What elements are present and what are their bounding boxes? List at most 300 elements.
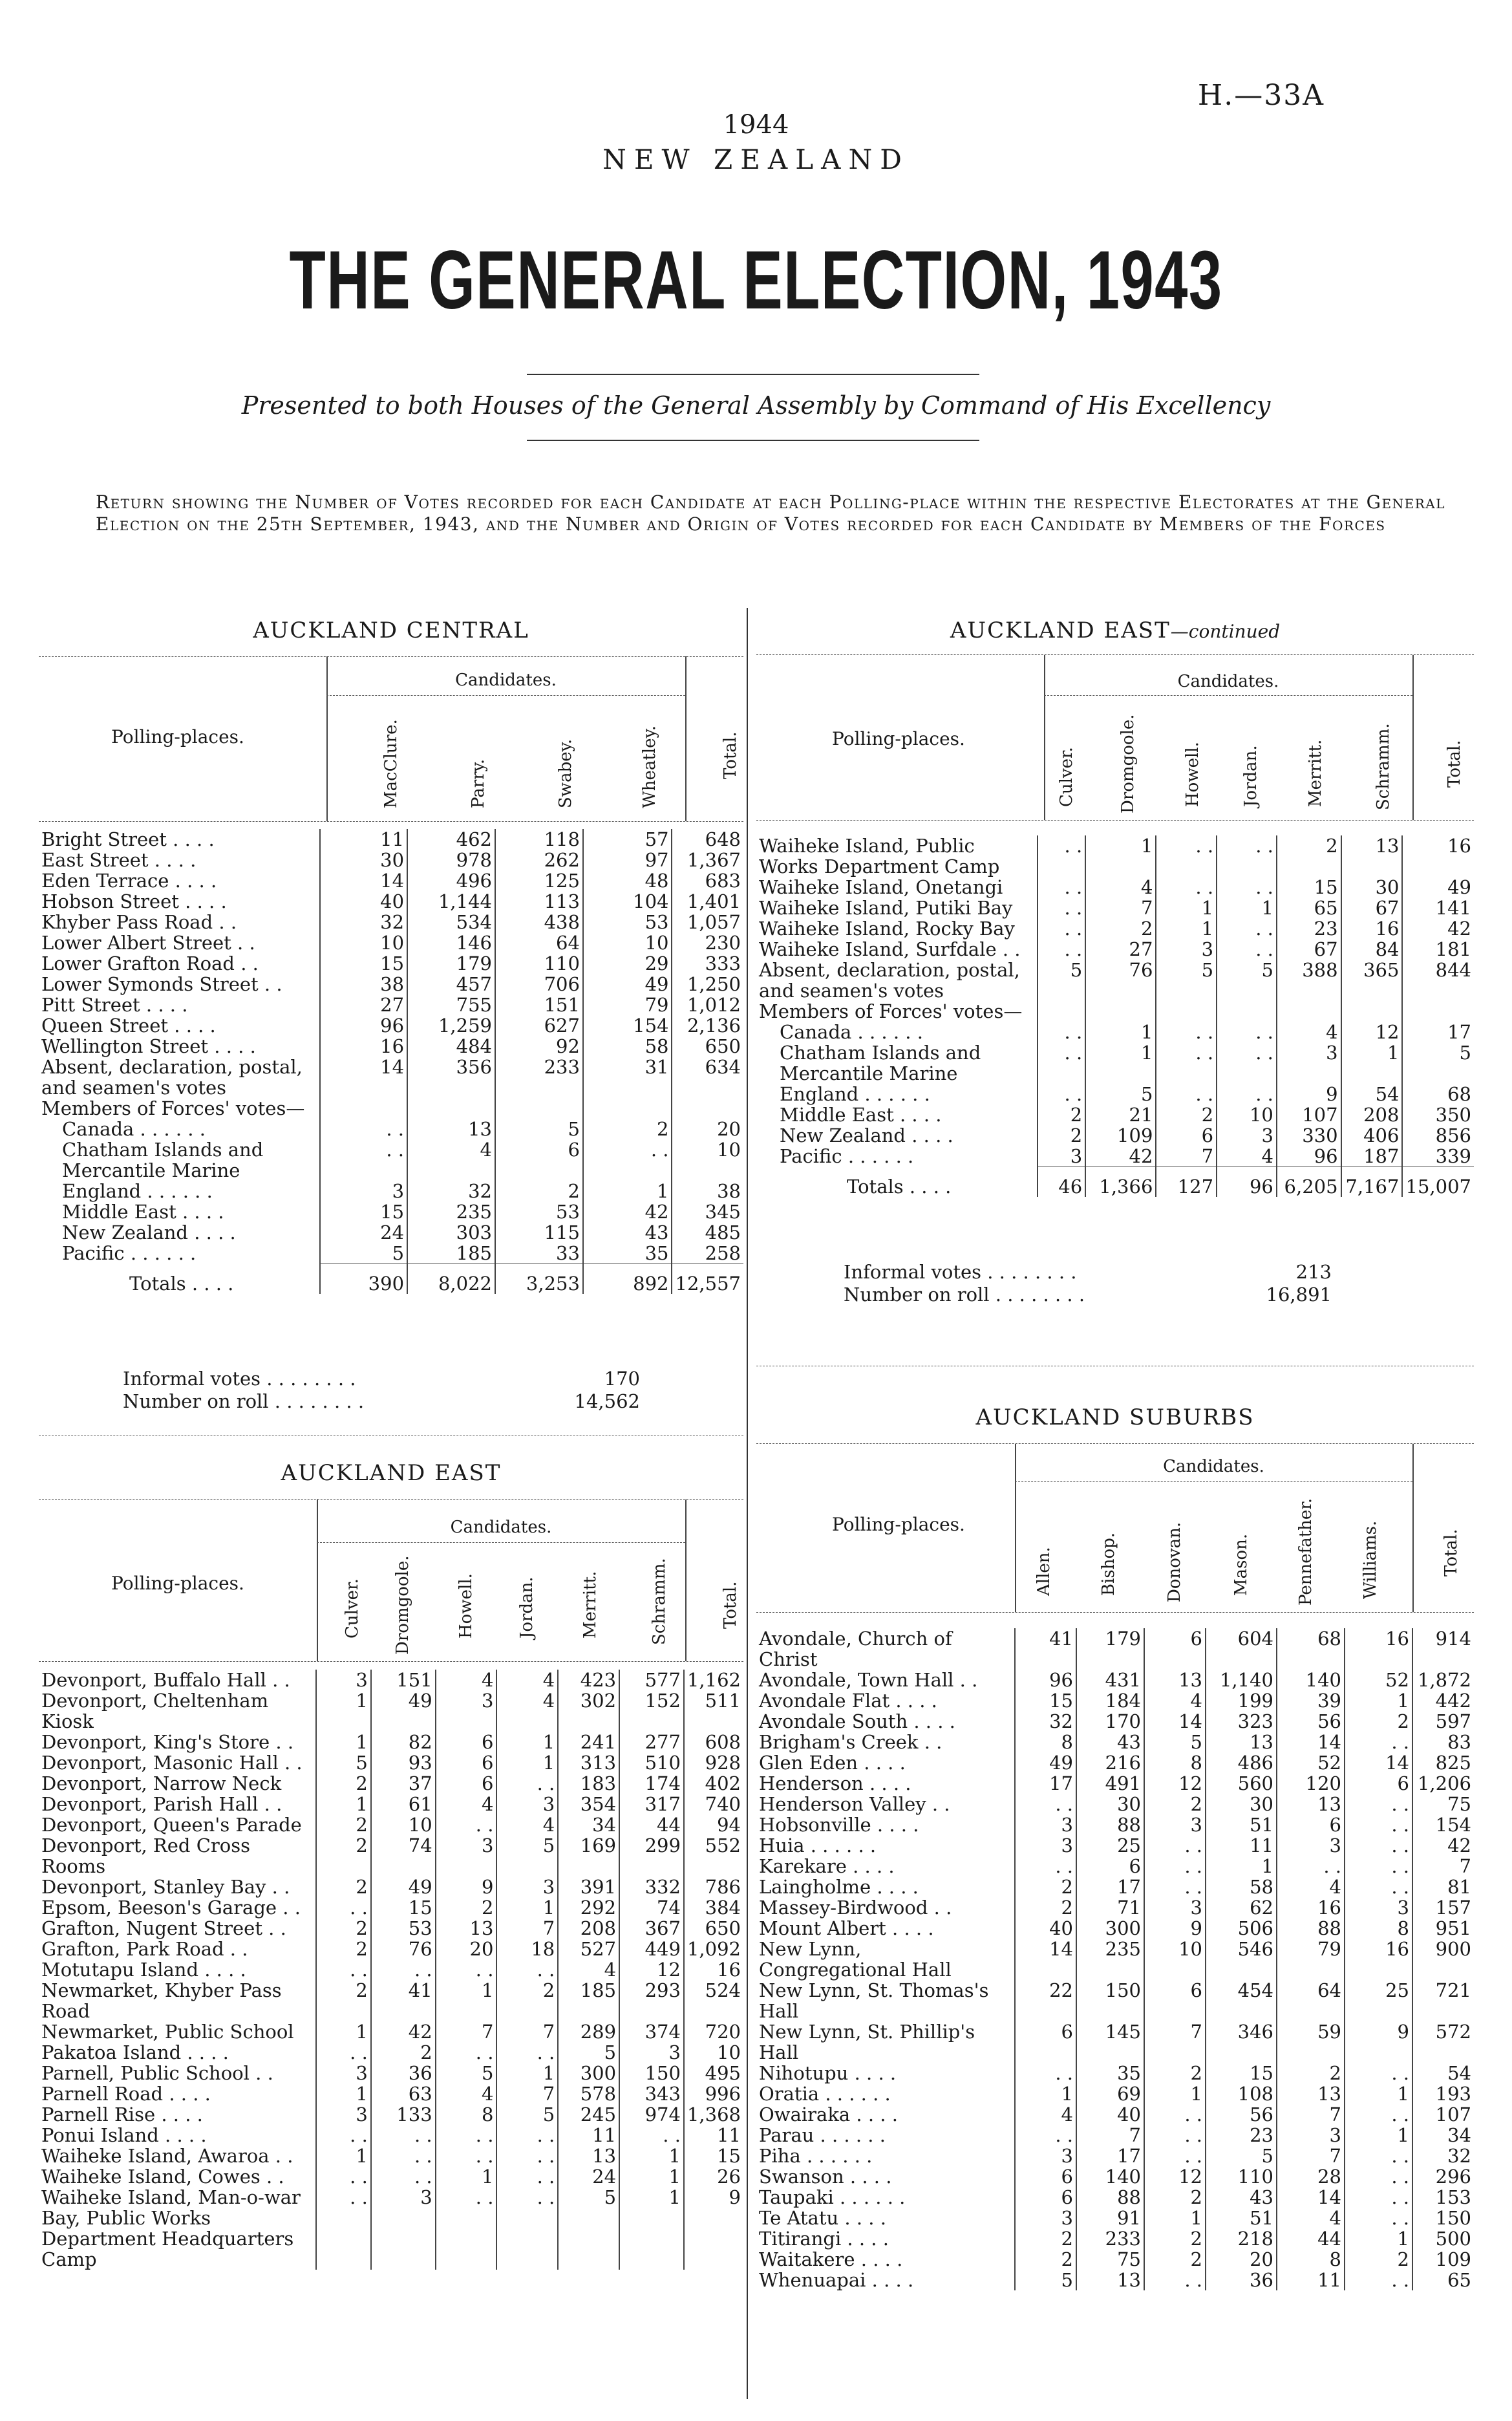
vote-count: . .: [496, 1773, 558, 1794]
vote-count: 296: [1412, 2166, 1474, 2187]
vote-count: 218: [1206, 2228, 1277, 2249]
vote-count: . .: [496, 2125, 558, 2146]
vote-count: 706: [495, 974, 583, 995]
polling-place: Devonport, Red Cross Rooms: [41, 1835, 250, 1877]
vote-count: 350: [1402, 1104, 1474, 1125]
table-row: [39, 912, 743, 932]
total-count: 96: [1217, 1167, 1277, 1198]
vote-count: 113: [495, 891, 583, 912]
vote-count: 10: [672, 1139, 743, 1181]
document-reference: H.—33A: [1197, 79, 1325, 112]
vote-count: 11: [320, 829, 407, 850]
vote-count: 1: [1341, 1042, 1403, 1084]
vote-count: 49: [1402, 877, 1474, 898]
table-row: [756, 1939, 1474, 1980]
vote-count: 14: [320, 1057, 407, 1098]
vote-count: 3: [316, 2063, 371, 2083]
vote-count: 84: [1341, 939, 1403, 960]
east-cont-table-header: [756, 654, 1474, 821]
vote-count: . .: [496, 2146, 558, 2166]
vote-count: 7: [1156, 1146, 1217, 1167]
polling-places-heading: Polling-places.: [832, 1514, 965, 1535]
vote-count: 16: [1345, 1628, 1412, 1670]
vote-count: 1: [496, 2063, 558, 2083]
table-row: [756, 2063, 1474, 2083]
table-row: [39, 1877, 743, 1897]
vote-count: 43: [1206, 2187, 1277, 2208]
vote-count: 140: [1076, 2166, 1144, 2187]
total-heading: Total.: [721, 1581, 740, 1629]
polling-place: Members of Forces' votes—: [41, 1097, 305, 1119]
vote-count: 1,367: [672, 850, 743, 870]
table-row: [39, 2063, 743, 2083]
vote-count: 51: [1206, 1814, 1277, 1835]
table-row: [756, 1773, 1474, 1794]
vote-count: 233: [495, 1057, 583, 1098]
vote-count: 2: [316, 1918, 371, 1939]
east-number-on-roll: 16,891: [1266, 1284, 1332, 1306]
table-row: [39, 1794, 743, 1814]
vote-count: 13: [1341, 835, 1403, 877]
vote-count: 11: [1277, 2270, 1345, 2290]
vote-count: 1: [316, 2146, 371, 2166]
vote-count: 245: [558, 2104, 619, 2125]
vote-count: 15: [371, 1897, 436, 1918]
vote-count: 24: [320, 1222, 407, 1243]
polling-place: Grafton, Park Road . .: [41, 1938, 248, 1960]
vote-count: 6: [1144, 1628, 1206, 1670]
document-year: 1944: [723, 110, 789, 140]
vote-count: 235: [407, 1201, 495, 1222]
vote-count: . .: [1144, 1835, 1206, 1856]
vote-count: . .: [316, 2166, 371, 2187]
total-count: 8,022: [407, 1264, 495, 1295]
table-row: [756, 898, 1474, 918]
polling-place: New Zealand . . . .: [780, 1124, 953, 1146]
vote-count: 2: [1015, 1877, 1076, 1897]
vote-count: 68: [1277, 1628, 1345, 1670]
vote-count: 300: [1076, 1918, 1144, 1939]
polling-place: Hobsonville . . . .: [759, 1814, 919, 1836]
vote-count: . .: [1217, 877, 1277, 898]
vote-count: 26: [684, 2166, 743, 2187]
vote-count: 3: [371, 2187, 436, 2270]
polling-place: Taupaki . . . . . .: [759, 2186, 906, 2208]
vote-count: 650: [672, 1036, 743, 1057]
vote-count: 6: [1156, 1125, 1217, 1146]
vote-count: 15: [320, 1201, 407, 1222]
vote-count: . .: [371, 1959, 436, 1980]
vote-count: [1402, 1001, 1474, 1022]
vote-count: . .: [1217, 1084, 1277, 1104]
vote-count: 2: [1277, 835, 1341, 877]
vote-count: 6: [1144, 1980, 1206, 2021]
vote-count: 560: [1206, 1773, 1277, 1794]
vote-count: 1: [316, 1732, 371, 1752]
vote-count: 107: [1412, 2104, 1474, 2125]
table-row: [756, 939, 1474, 960]
vote-count: 5: [558, 2187, 619, 2270]
vote-count: 3: [1015, 2208, 1076, 2228]
vote-count: 1: [1085, 1042, 1156, 1084]
vote-count: 13: [1277, 1794, 1345, 1814]
vote-count: 6: [1015, 2021, 1076, 2063]
vote-count: . .: [436, 1814, 497, 1835]
vote-count: 402: [684, 1773, 743, 1794]
vote-count: . .: [436, 2042, 497, 2063]
polling-place: Massey-Birdwood . .: [759, 1897, 952, 1919]
vote-count: . .: [1345, 1835, 1412, 1856]
vote-count: 856: [1402, 1125, 1474, 1146]
total-count: 12,557: [672, 1264, 743, 1295]
vote-count: 9: [1277, 1084, 1341, 1104]
vote-count: [1038, 1001, 1085, 1022]
vote-count: . .: [1144, 2146, 1206, 2166]
vote-count: 20: [436, 1939, 497, 1959]
totals-label: Totals . . . .: [847, 1175, 952, 1198]
vote-count: . .: [316, 1959, 371, 1980]
vote-count: 38: [320, 974, 407, 995]
vote-count: [495, 1098, 583, 1119]
table-row: [756, 1670, 1474, 1690]
vote-count: 951: [1412, 1918, 1474, 1939]
vote-count: 30: [1206, 1794, 1277, 1814]
vote-count: 49: [1015, 1752, 1076, 1773]
vote-count: 384: [684, 1897, 743, 1918]
vote-count: 3: [496, 1794, 558, 1814]
vote-count: 3: [316, 2104, 371, 2125]
polling-place: Devonport, Parish Hall . .: [41, 1793, 282, 1815]
vote-count: 442: [1412, 1690, 1474, 1711]
vote-count: 154: [583, 1015, 672, 1036]
vote-count: 133: [371, 2104, 436, 2125]
vote-count: . .: [1038, 1022, 1085, 1042]
vote-count: 1,368: [684, 2104, 743, 2125]
candidate-schramm: Schramm.: [1374, 723, 1393, 810]
east-table-header: [39, 1499, 743, 1662]
vote-count: 438: [495, 912, 583, 932]
vote-count: 1,872: [1412, 1670, 1474, 1690]
table-row: [756, 2270, 1474, 2290]
vote-count: 75: [1076, 2249, 1144, 2270]
table-row: [39, 850, 743, 870]
vote-count: 10: [583, 932, 672, 953]
vote-count: 7: [1277, 2104, 1345, 2125]
page-title: THE GENERAL ELECTION, 1943: [289, 234, 1223, 327]
total-count: 46: [1038, 1167, 1085, 1198]
vote-count: 10: [371, 1814, 436, 1835]
vote-count: 40: [1015, 1918, 1076, 1939]
vote-count: 62: [1206, 1897, 1277, 1918]
vote-count: . .: [1156, 1084, 1217, 1104]
vote-count: 303: [407, 1222, 495, 1243]
vote-count: 844: [1402, 960, 1474, 1001]
table-row: [756, 918, 1474, 939]
vote-count: 3: [1038, 1146, 1085, 1167]
vote-count: 333: [672, 953, 743, 974]
vote-count: 83: [1412, 1732, 1474, 1752]
vote-count: [1341, 1001, 1403, 1022]
vote-count: 495: [684, 2063, 743, 2083]
vote-count: . .: [1345, 2146, 1412, 2166]
polling-place: Parnell Rise . . . .: [41, 2104, 203, 2125]
vote-count: 4: [1217, 1146, 1277, 1167]
vote-count: 7: [1076, 2125, 1144, 2146]
polling-place: Newmarket, Public School: [41, 2021, 294, 2043]
vote-count: 37: [371, 1773, 436, 1794]
table-row: [39, 1670, 743, 1690]
candidate-culver: Culver.: [343, 1578, 362, 1639]
vote-count: 3: [1156, 939, 1217, 960]
vote-count: 485: [672, 1222, 743, 1243]
vote-count: 12: [1144, 1773, 1206, 1794]
vote-count: 5: [436, 2063, 497, 2083]
vote-count: 740: [684, 1794, 743, 1814]
vote-count: 17: [1015, 1773, 1076, 1794]
vote-count: 13: [558, 2146, 619, 2166]
table-row: [756, 1711, 1474, 1732]
polling-place: Devonport, Buffalo Hall . .: [41, 1669, 290, 1691]
vote-count: 6: [1277, 1814, 1345, 1835]
vote-count: 13: [1206, 1732, 1277, 1752]
table-row: [756, 1980, 1474, 2021]
vote-count: 9: [436, 1877, 497, 1897]
table-row: [39, 1222, 743, 1243]
vote-count: 57: [583, 829, 672, 850]
candidate-macclure: MacClure.: [381, 719, 401, 808]
vote-count: 4: [436, 2083, 497, 2104]
vote-count: 13: [1277, 2083, 1345, 2104]
vote-count: . .: [1156, 835, 1217, 877]
vote-count: . .: [1015, 1856, 1076, 1877]
vote-count: 17: [1076, 1877, 1144, 1897]
vote-count: 76: [1085, 960, 1156, 1001]
vote-count: 1,250: [672, 974, 743, 995]
vote-count: 4: [496, 1670, 558, 1690]
vote-count: . .: [1345, 2208, 1412, 2228]
vote-count: 1: [316, 2083, 371, 2104]
vote-count: 1,140: [1206, 1670, 1277, 1690]
east-cont-results-table: [756, 835, 1474, 1197]
vote-count: 23: [1206, 2125, 1277, 2146]
polling-place: Avondale, Town Hall . .: [759, 1669, 978, 1691]
vote-count: [1217, 1001, 1277, 1022]
table-row: [39, 953, 743, 974]
vote-count: 94: [684, 1814, 743, 1835]
vote-count: 34: [1412, 2125, 1474, 2146]
vote-count: 6: [1345, 1773, 1412, 1794]
vote-count: 96: [1277, 1146, 1341, 1167]
vote-count: 5: [496, 1835, 558, 1877]
vote-count: 56: [1206, 2104, 1277, 2125]
vote-count: 10: [684, 2042, 743, 2063]
vote-count: 32: [407, 1181, 495, 1201]
section-title-auckland-central: AUCKLAND CENTRAL: [253, 618, 529, 643]
vote-count: 1: [316, 1690, 371, 1732]
vote-count: . .: [320, 1119, 407, 1139]
vote-count: 16: [1341, 918, 1403, 939]
total-heading: Total.: [721, 731, 740, 779]
table-row: [39, 1098, 743, 1119]
vote-count: 65: [1277, 898, 1341, 918]
vote-count: 5: [1015, 2270, 1076, 2290]
polling-place: England . . . . . .: [62, 1180, 213, 1202]
vote-count: 18: [496, 1939, 558, 1959]
polling-place: Bright Street . . . .: [41, 828, 215, 850]
vote-count: 4: [1144, 1690, 1206, 1711]
vote-count: 107: [1277, 1104, 1341, 1125]
vote-count: 9: [1144, 1918, 1206, 1939]
vote-count: 92: [495, 1036, 583, 1057]
table-row: [756, 1022, 1474, 1042]
polling-place: Henderson . . . .: [759, 1772, 911, 1794]
vote-count: 96: [1015, 1670, 1076, 1690]
table-row: [39, 1752, 743, 1773]
table-row: [756, 1628, 1474, 1670]
vote-count: 2: [1277, 2063, 1345, 2083]
vote-count: 15: [1206, 2063, 1277, 2083]
divider: [527, 374, 979, 375]
vote-count: 115: [495, 1222, 583, 1243]
vote-count: 9: [1345, 2021, 1412, 2063]
vote-count: 13: [407, 1119, 495, 1139]
vote-count: 58: [1206, 1877, 1277, 1897]
vote-count: 30: [1076, 1794, 1144, 1814]
vote-count: 648: [672, 829, 743, 850]
vote-count: . .: [1345, 1732, 1412, 1752]
polling-place: Motutapu Island . . . .: [41, 1959, 246, 1981]
polling-place: Devonport, Stanley Bay . .: [41, 1876, 290, 1898]
table-row: [39, 2104, 743, 2125]
vote-count: . .: [1038, 918, 1085, 939]
vote-count: 3: [1217, 1125, 1277, 1146]
vote-count: . .: [583, 1139, 672, 1181]
table-row: [39, 1980, 743, 2021]
polling-place: Eden Terrace . . . .: [41, 870, 217, 892]
vote-count: 88: [1277, 1918, 1345, 1939]
vote-count: 3: [1015, 1835, 1076, 1856]
vote-count: 17: [1402, 1022, 1474, 1042]
vote-count: 74: [371, 1835, 436, 1877]
vote-count: 608: [684, 1732, 743, 1752]
vote-count: 346: [1206, 2021, 1277, 2063]
candidate-schramm: Schramm.: [650, 1558, 669, 1645]
suburbs-results-table: [756, 1628, 1474, 2290]
vote-count: 330: [1277, 1125, 1341, 1146]
candidate-dromgoole: Dromgoole.: [393, 1555, 412, 1655]
total-heading: Total.: [1442, 1529, 1461, 1576]
polling-place: Chatham Islands and Mercantile Marine: [62, 1139, 264, 1181]
vote-count: 14: [1277, 2187, 1345, 2208]
vote-count: 14: [1277, 1732, 1345, 1752]
vote-count: 16: [320, 1036, 407, 1057]
vote-count: 185: [407, 1243, 495, 1264]
vote-count: 5: [1156, 960, 1217, 1001]
vote-count: 5: [495, 1119, 583, 1139]
vote-count: 1: [619, 2166, 684, 2187]
polling-place: Wellington Street . . . .: [41, 1035, 256, 1057]
vote-count: 31: [583, 1057, 672, 1098]
vote-count: [1277, 1001, 1341, 1022]
central-roll-label: Number on roll . . . . . . . .: [123, 1390, 365, 1412]
vote-count: 43: [1076, 1732, 1144, 1752]
vote-count: 199: [1206, 1690, 1277, 1711]
vote-count: 140: [1277, 1670, 1345, 1690]
polling-place: New Zealand . . . .: [62, 1221, 236, 1243]
vote-count: . .: [1144, 2125, 1206, 2146]
polling-place: Waiheke Island, Putiki Bay: [759, 897, 1013, 919]
vote-count: 181: [1402, 939, 1474, 960]
table-row: [756, 1794, 1474, 1814]
totals-row: [39, 1264, 743, 1295]
vote-count: 406: [1341, 1125, 1403, 1146]
candidate-allen: Allen.: [1034, 1547, 1054, 1596]
polling-place: Waiheke Island, Surfdale . .: [759, 938, 1021, 960]
table-row: [756, 1856, 1474, 1877]
vote-count: 4: [1277, 2208, 1345, 2228]
vote-count: 1: [1144, 2083, 1206, 2104]
vote-count: . .: [1345, 1856, 1412, 1877]
vote-count: 24: [558, 2166, 619, 2187]
vote-count: 150: [1412, 2208, 1474, 2228]
vote-count: 3: [1277, 2125, 1345, 2146]
vote-count: 13: [1076, 2270, 1144, 2290]
vote-count: 59: [1277, 2021, 1345, 2063]
polling-places-heading: Polling-places.: [832, 728, 965, 749]
vote-count: 491: [1076, 1773, 1144, 1794]
total-heading: Total.: [1445, 740, 1464, 788]
vote-count: 365: [1341, 960, 1403, 1001]
table-row: [39, 829, 743, 850]
table-row: [39, 1732, 743, 1752]
candidate-pennefather: Pennefather.: [1296, 1498, 1315, 1606]
vote-count: 153: [1412, 2187, 1474, 2208]
central-informal-label: Informal votes . . . . . . . .: [123, 1368, 356, 1390]
polling-place: Middle East . . . .: [780, 1104, 942, 1126]
vote-count: . .: [1217, 1022, 1277, 1042]
vote-count: 53: [371, 1918, 436, 1939]
vote-count: 13: [436, 1918, 497, 1939]
vote-count: 4: [496, 1690, 558, 1732]
vote-count: 484: [407, 1036, 495, 1057]
vote-count: 3: [436, 1690, 497, 1732]
table-row: [756, 1835, 1474, 1856]
vote-count: 170: [1076, 1711, 1144, 1732]
vote-count: 289: [558, 2021, 619, 2042]
polling-place: Te Atatu . . . .: [759, 2207, 886, 2229]
east-roll-label: Number on roll . . . . . . . .: [844, 1284, 1085, 1306]
polling-place: New Lynn, St. Thomas's Hall: [759, 1979, 989, 2022]
vote-count: 604: [1206, 1628, 1277, 1670]
vote-count: 12: [1341, 1022, 1403, 1042]
vote-count: 16: [1277, 1897, 1345, 1918]
vote-count: 1: [1085, 835, 1156, 877]
table-row: [39, 1918, 743, 1939]
east-informal-votes: 213: [1295, 1261, 1332, 1283]
vote-count: 69: [1076, 2083, 1144, 2104]
vote-count: 1: [1345, 2083, 1412, 2104]
polling-place: Huia . . . . . .: [759, 1835, 877, 1856]
totals-label: Totals . . . .: [129, 1272, 234, 1295]
candidate-howell: Howell.: [456, 1573, 476, 1639]
vote-count: 63: [371, 2083, 436, 2104]
polling-place: New Lynn, St. Phillip's Hall: [759, 2021, 975, 2063]
table-row: [39, 1690, 743, 1732]
vote-count: 82: [371, 1732, 436, 1752]
vote-count: 2: [316, 1814, 371, 1835]
vote-count: 21: [1085, 1104, 1156, 1125]
central-results-table: [39, 829, 743, 1294]
